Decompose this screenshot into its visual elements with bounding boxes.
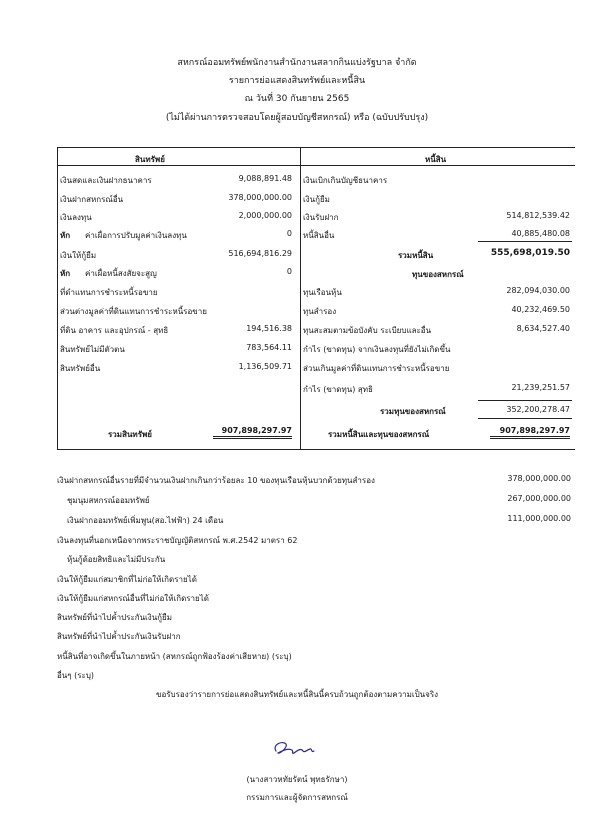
- asset-row-label: เงินฝากสหกรณ์อื่น: [60, 195, 124, 204]
- asset-row-label: ที่ดำแทนการชำระหนี้รอขาย: [60, 288, 158, 297]
- asset-row-label: ส่วนต่างมูลค่าที่ดินแทนการชำระหนี้รอขาย: [60, 307, 207, 316]
- note-label: หนี้สินที่อาจเกิดขึ้นในภายหน้า (สหกรณ์ถูกฟ้องร้องค่าเสียหาย) (ระบุ): [57, 652, 292, 661]
- asset-row-value: 194,516.38: [246, 324, 292, 333]
- certification-text: ขอรับรองว่ารายการย่อแสดงสินทรัพย์และหนี้สินนี้ครบถ้วนถูกต้องตามความเป็นจริง: [155, 690, 439, 699]
- asset-row-label: สินทรัพย์อื่น: [60, 364, 101, 373]
- equity-total-value: 352,200,278.47: [506, 405, 570, 414]
- asset-row-label: เงินให้กู้ยืม: [60, 251, 97, 260]
- liabilities-total-label: รวมหนี้สิน: [398, 251, 434, 260]
- equity-row-value: 8,634,527.40: [516, 324, 570, 333]
- equity-row-label: ทุนสะสมตามข้อบังคับ ระเบียบและอื่น: [303, 326, 432, 335]
- asset-row-value: 0: [286, 229, 292, 238]
- asset-deduct-label: หัก: [60, 231, 71, 240]
- table-top-rule: [57, 147, 575, 148]
- asset-row-label: สินทรัพย์ไม่มีตัวตน: [60, 345, 125, 354]
- equity-row-value: 40,232,469.50: [511, 305, 570, 314]
- note-value: 111,000,000.00: [507, 514, 571, 523]
- asset-row-value: 516,694,816.29: [228, 249, 292, 258]
- asset-row-value: 378,000,000.00: [228, 193, 292, 202]
- liability-row-label: เงินเบิกเกินบัญชีธนาคาร: [303, 176, 388, 185]
- liability-row-value: 40,885,480.08: [511, 229, 570, 238]
- asset-row-label: ค่าเผื่อการปรับมูลค่าเงินลงทุน: [85, 231, 187, 240]
- asset-deduct-label: หัก: [60, 269, 71, 278]
- note-label: สินทรัพย์ที่นำไปค้ำประกันเงินกู้ยืม: [57, 613, 172, 622]
- equity-row-label: ส่วนเกินมูลค่าที่ดินแทนการชำระหนี้รอขาย: [303, 364, 450, 373]
- equity-total-rule: [478, 418, 572, 419]
- audit-status: (ไม่ได้ผ่านการตรวจสอบโดยผู้สอบบัญชีสหกรณ์) หรือ (ฉบับปรับปรุง): [165, 113, 429, 123]
- equity-row-value: 282,094,030.00: [506, 286, 570, 295]
- signatory-name: (นางสาวหทัยรัตน์ พุทธรักษา): [246, 775, 348, 784]
- asset-row-value: 2,000,000.00: [238, 211, 292, 220]
- note-label: สินทรัพย์ที่นำไปค้ำประกันเงินรับฝาก: [57, 632, 181, 641]
- equity-row-label: ทุนเรือนหุ้น: [303, 288, 342, 297]
- liabilities-total-value: 555,698,019.50: [490, 248, 570, 258]
- table-bottom-rule: [57, 449, 575, 450]
- table-left-border: [57, 147, 58, 449]
- assets-total-value: 907,898,297.97: [213, 426, 292, 439]
- liabilities-subtotal-rule: [478, 241, 572, 242]
- asset-row-label: เงินลงทุน: [60, 213, 92, 222]
- org-name: สหกรณ์ออมทรัพย์พนักงานสำนักงานสลากกินแบ่งรัฐบาล จำกัด: [177, 58, 417, 68]
- asset-row-value: 783,564.11: [246, 343, 292, 352]
- note-label: เงินให้กู้ยืมแก่สหกรณ์อื่นที่ไม่ก่อให้เกิดรายได้: [57, 594, 209, 603]
- signature-mark: [270, 738, 320, 760]
- asset-row-label: เงินสดและเงินฝากธนาคาร: [60, 176, 152, 185]
- liabilities-title: หนี้สิน: [425, 155, 447, 164]
- note-value: 378,000,000.00: [507, 474, 571, 483]
- equity-row-label: ทุนสำรอง: [303, 307, 337, 316]
- note-label: เงินฝากสหกรณ์อื่นรายที่มีจำนวนเงินฝากเกินกว่าร้อยละ 10 ของทุนเรือนหุ้นบวกด้วยทุนสำรอง: [57, 476, 375, 485]
- note-label: เงินลงทุนที่นอกเหนือจากพระราชบัญญัติสหกรณ์ พ.ศ.2542 มาตรา 62: [57, 536, 298, 545]
- asset-row-value: 1,136,509.71: [238, 362, 292, 371]
- grand-total-label: รวมหนี้สินและทุนของสหกรณ์: [328, 430, 430, 439]
- asset-row-value: 0: [286, 267, 292, 276]
- note-label: เงินฝากออมทรัพย์เพิ่มพูน(สอ.ไฟฟ้า) 24 เดือน: [67, 516, 224, 525]
- table-center-border: [300, 147, 301, 449]
- equity-row-label: กำไร (ขาดทุน) จากเงินลงทุนที่ยังไม่เกิดขึ้น: [303, 345, 451, 354]
- asset-row-label: ค่าเผื่อหนี้สงสัยจะสูญ: [85, 269, 157, 278]
- equity-subtotal-rule: [478, 400, 572, 401]
- equity-total-label: รวมทุนของสหกรณ์: [380, 407, 446, 416]
- signatory-title: กรรมการและผู้จัดการสหกรณ์: [246, 793, 348, 802]
- grand-total-value: 907,898,297.97: [490, 426, 570, 439]
- report-date: ณ วันที่ 30 กันยายน 2565: [244, 94, 350, 104]
- liability-row-value: 514,812,539.42: [506, 211, 570, 220]
- equity-row-label: กำไร (ขาดทุน) สุทธิ: [303, 385, 373, 394]
- report-title: รายการย่อแสดงสินทรัพย์และหนี้สิน: [228, 76, 366, 86]
- note-label: หุ้นกู้ด้อยสิทธิและไม่มีประกัน: [67, 555, 166, 564]
- liability-row-label: เงินรับฝาก: [303, 213, 339, 222]
- asset-row-label: ที่ดิน อาคาร และอุปกรณ์ - สุทธิ: [60, 326, 169, 335]
- equity-row-value: 21,239,251.57: [511, 383, 570, 392]
- note-label: ชุมนุมสหกรณ์ออมทรัพย์: [67, 496, 150, 505]
- assets-total-label: รวมสินทรัพย์: [108, 430, 152, 439]
- assets-title: สินทรัพย์: [135, 155, 165, 164]
- asset-row-value: 9,088,891.48: [238, 174, 292, 183]
- note-label: อื่นๆ (ระบุ): [57, 671, 95, 680]
- note-label: เงินให้กู้ยืมแก่สมาชิกที่ไม่ก่อให้เกิดรายได้: [57, 575, 197, 584]
- equity-title: ทุนของสหกรณ์: [412, 270, 464, 279]
- liability-row-label: เงินกู้ยืม: [303, 195, 330, 204]
- liability-row-label: หนี้สินอื่น: [303, 231, 335, 240]
- note-value: 267,000,000.00: [507, 494, 571, 503]
